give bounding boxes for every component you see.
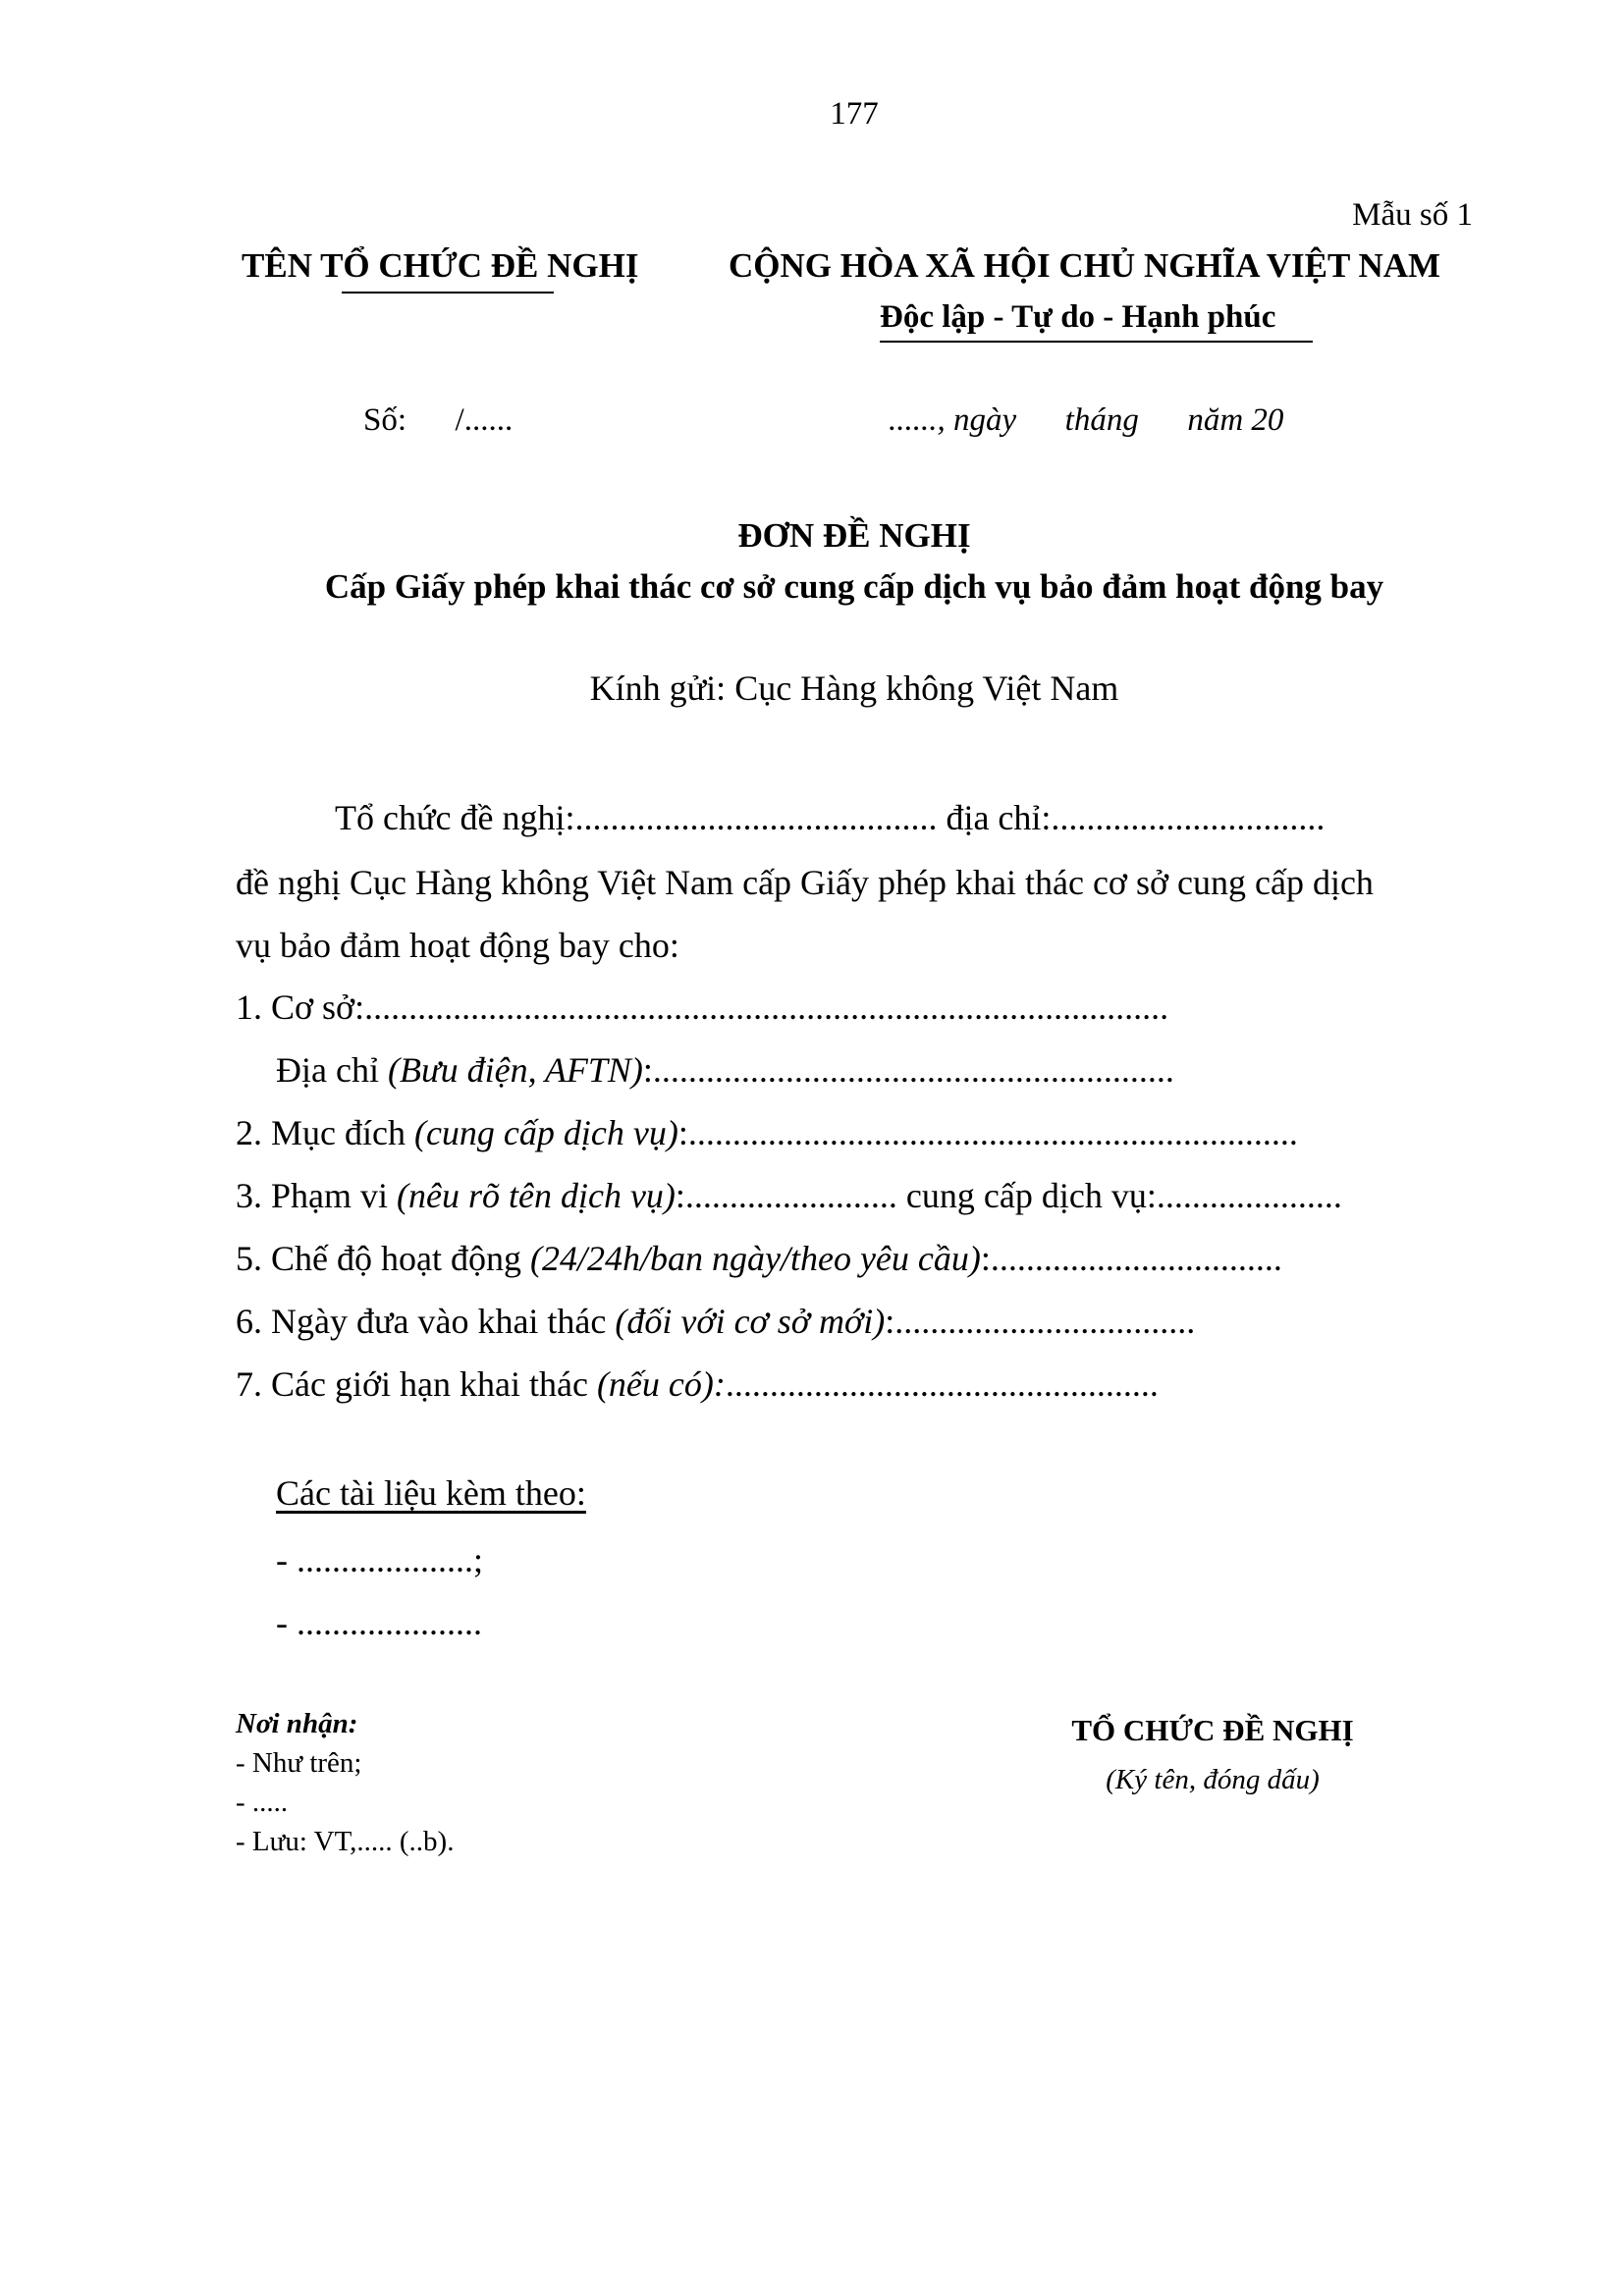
motto: Độc lập - Tự do - Hạnh phúc (880, 299, 1276, 335)
item-note: (đối với cơ sở mới) (615, 1302, 886, 1341)
item-label: 5. Chế độ hoạt động (236, 1239, 530, 1278)
item-label: 7. Các giới hạn khai thác (236, 1364, 597, 1404)
attachment-line: - ..................... (276, 1603, 482, 1642)
item-limits (236, 1363, 1159, 1405)
item-dots: :........................................................... (642, 1050, 1174, 1090)
intro-line-3: vụ bảo đảm hoạt động bay cho: (236, 926, 679, 965)
attachments-heading: Các tài liệu kèm theo: (276, 1473, 586, 1513)
recipient-line: - Lưu: VT,..... (..b). (236, 1826, 455, 1857)
intro-line-2: đề nghị Cục Hàng không Việt Nam cấp Giấy phép khai thác cơ sở cung cấp dịch (236, 863, 1374, 902)
recipients-heading: Nơi nhận: (236, 1708, 358, 1739)
date-line: ......, ngày tháng năm 20 (889, 402, 1284, 438)
item-note: (24/24h/ban ngày/theo yêu cầu) (529, 1239, 981, 1278)
item-operating-mode (236, 1238, 1282, 1279)
page-number: 177 (830, 96, 879, 132)
addressee: Kính gửi: Cục Hàng không Việt Nam (589, 668, 1119, 708)
org-name-underline (342, 292, 554, 294)
document-number: Số: /...... (363, 402, 514, 438)
item-dots: :.................................. (885, 1302, 1196, 1341)
item-dots: ................................................. (725, 1364, 1159, 1404)
signature-title: TỔ CHỨC ĐỀ NGHỊ (1071, 1713, 1354, 1747)
item-label: 3. Phạm vi (236, 1176, 398, 1215)
document-subtitle: Cấp Giấy phép khai thác cơ sở cung cấp dịch vụ bảo đảm hoạt động bay (324, 567, 1384, 606)
signature-note: (Ký tên, đóng dấu) (1106, 1764, 1320, 1795)
item-scope (236, 1175, 1342, 1216)
intro-line-1: Tổ chức đề nghị:......................................... địa chỉ:............................... (335, 798, 1326, 837)
attachment-line: - ....................; (276, 1540, 483, 1579)
recipient-line: - Như trên; (236, 1747, 362, 1779)
motto-underline (880, 341, 1313, 343)
item-note: (nêu rõ tên dịch vụ) (397, 1176, 676, 1215)
item-label: 6. Ngày đưa vào khai thác (236, 1302, 616, 1341)
item-commission-date (236, 1301, 1195, 1342)
item-note: (cung cấp dịch vụ) (413, 1113, 678, 1152)
item-note: (Bưu điện, AFTN) (387, 1050, 643, 1090)
item-note: (nếu có): (596, 1364, 726, 1404)
recipient-line: - ..... (236, 1787, 289, 1818)
nation-heading: CỘNG HÒA XÃ HỘI CHỦ NGHĨA VIỆT NAM (729, 246, 1441, 285)
item-dots: :..................................................................... (677, 1113, 1298, 1152)
item-purpose (236, 1112, 1298, 1153)
item-label: 2. Mục đích (236, 1113, 414, 1152)
document-title: ĐƠN ĐỀ NGHỊ (737, 516, 971, 555)
form-label: Mẫu số 1 (1352, 197, 1473, 233)
org-name-heading: TÊN TỔ CHỨC ĐỀ NGHỊ (242, 246, 639, 285)
item-address (276, 1049, 1174, 1091)
item-facility (236, 987, 1168, 1028)
item-label: Địa chỉ (276, 1050, 388, 1090)
item-dots: :................................. (980, 1239, 1282, 1278)
item-dots: :........................ cung cấp dịch vụ:..................... (675, 1176, 1342, 1215)
item-dots: ........................................................................................... (364, 988, 1169, 1027)
item-label: 1. Cơ sở: (236, 988, 365, 1027)
